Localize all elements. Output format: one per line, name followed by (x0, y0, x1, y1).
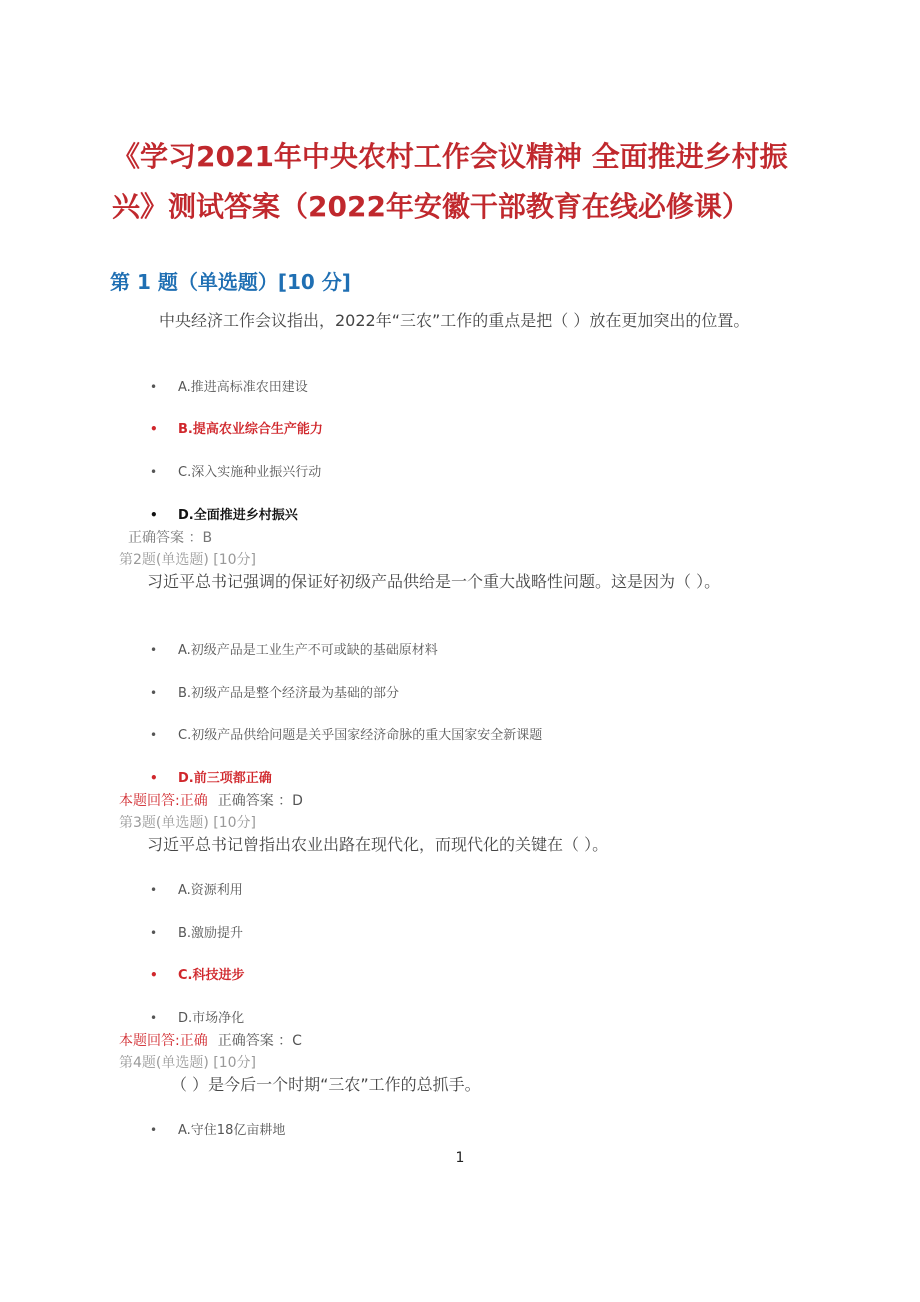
question-2-option-d: • D.前三项都正确 (150, 771, 272, 786)
question-3-option-d: • D.市场净化 (150, 1011, 245, 1026)
question-2-label: 第2题(单选题) [10分] (119, 552, 257, 568)
question-2-result-line (119, 790, 303, 810)
bullet-icon: • (150, 465, 158, 479)
document-title: 《学习2021年中央农村工作会议精神 全面推进乡村振兴》测试答案（2022年安徽干部教育在线必修课） (112, 140, 788, 223)
bullet-icon: • (150, 771, 158, 785)
bullet-icon: • (150, 1011, 158, 1025)
question-1-option-b: • B.提高农业综合生产能力 (150, 422, 323, 437)
bullet-icon: • (150, 926, 158, 940)
question-1-option-a: • A.推进高标准农田建设 (150, 380, 308, 395)
question-2-option-b: • B.初级产品是整个经济最为基础的部分 (150, 686, 400, 701)
bullet-icon: • (150, 686, 158, 700)
question-3-option-c: • C.科技进步 (150, 968, 245, 983)
question-4-stem: （ ）是今后一个时期“三农”工作的总抓手。 (171, 1075, 481, 1094)
question-1-option-d: • D.全面推进乡村振兴 (150, 508, 298, 523)
bullet-icon: • (150, 422, 158, 436)
bullet-icon: • (150, 883, 158, 897)
question-1-answer: 正确答案 ：B (128, 530, 213, 546)
bullet-icon: • (150, 508, 158, 522)
question-3-stem: 习近平总书记曾指出农业出路在现代化，而现代化的关键在（ ）。 (147, 835, 609, 854)
question-3-option-a: • A.资源利用 (150, 883, 243, 898)
question-2-stem: 习近平总书记强调的保证好初级产品供给是一个重大战略性问题。这是因为（ ）。 (147, 572, 721, 591)
question-2-answer: 正确答案 ：D (217, 793, 303, 809)
question-2-result: 本题回答:正确 (119, 793, 208, 809)
bullet-icon: • (150, 968, 158, 982)
question-2-option-c: • C.初级产品供给问题是关乎国家经济命脉的重大国家安全新课题 (150, 728, 543, 743)
bullet-icon: • (150, 1123, 158, 1137)
question-3-result-line (119, 1030, 302, 1050)
question-3-label: 第3题(单选题) [10分] (119, 815, 257, 831)
page-number: 1 (455, 1150, 465, 1166)
question-4-label: 第4题(单选题) [10分] (119, 1055, 257, 1071)
question-3-answer: 正确答案 ：C (217, 1033, 302, 1049)
question-4-option-a: • A.守住18亿亩耕地 (150, 1123, 286, 1138)
bullet-icon: • (150, 643, 158, 657)
question-1-option-c: • C.深入实施种业振兴行动 (150, 465, 322, 480)
question-3-option-b: • B.激励提升 (150, 926, 244, 941)
bullet-icon: • (150, 728, 158, 742)
question-2-option-a: • A.初级产品是工业生产不可或缺的基础原材料 (150, 643, 438, 658)
question-1-heading: 第 1 题（单选题）[10 分] (110, 270, 351, 294)
bullet-icon: • (150, 380, 158, 394)
question-3-result: 本题回答:正确 (119, 1033, 208, 1049)
question-1-stem: 中央经济工作会议指出，2022年“三农”工作的重点是把（ ）放在更加突出的位置。 (159, 311, 750, 330)
